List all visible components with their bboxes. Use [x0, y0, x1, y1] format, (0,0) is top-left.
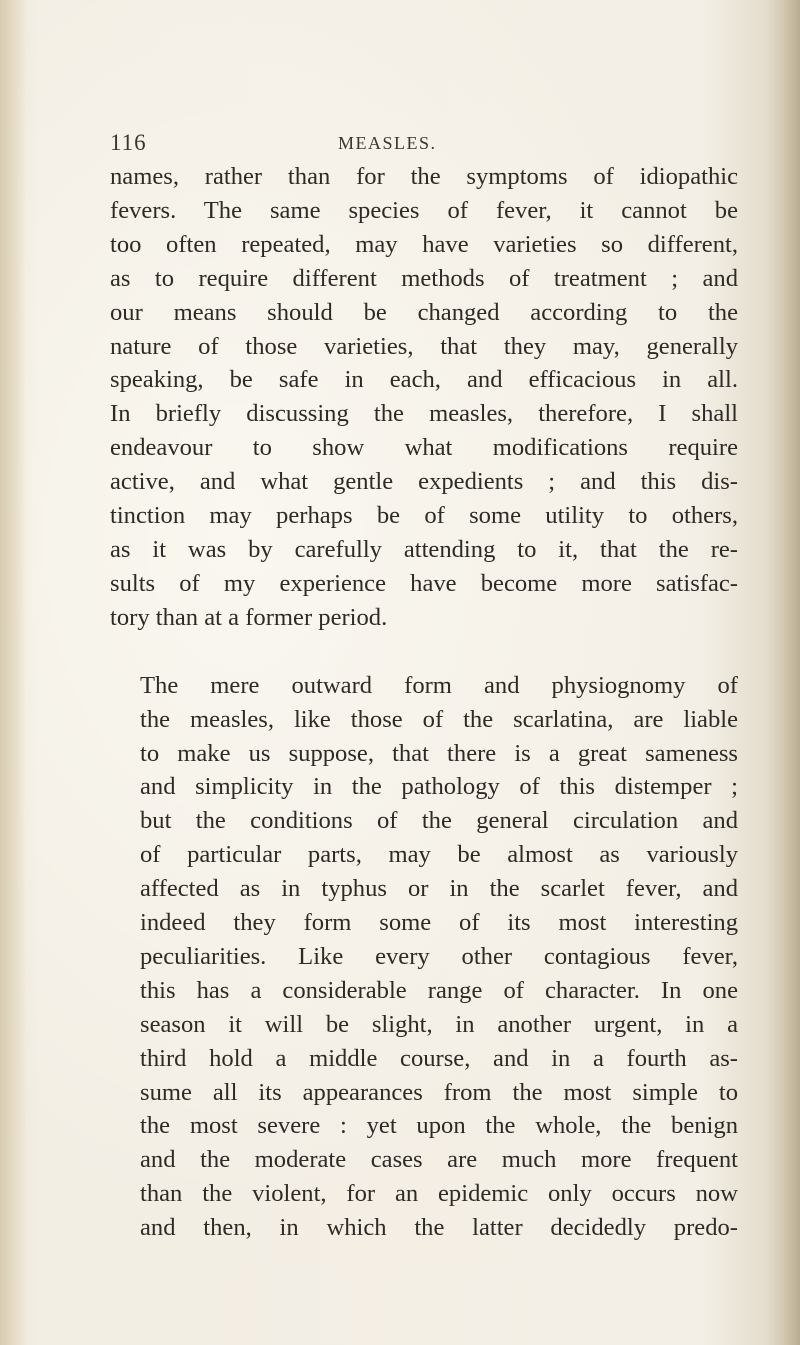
- text-line: tory than at a former period.: [110, 603, 388, 631]
- paragraph-2: [110, 669, 738, 1245]
- text-line: tinction may perhaps be of some utility to others,: [110, 502, 738, 530]
- text-line: sults of my experience have become more satisfac-: [110, 569, 738, 597]
- text-line: our means should be changed according to the: [110, 298, 738, 326]
- page-number: 116: [110, 130, 147, 155]
- text-line: active, and what gentle expedients ; and this dis-: [110, 468, 738, 496]
- running-head-title: MEASLES.: [338, 133, 437, 153]
- text-line: but the conditions of the general circulation and: [140, 807, 738, 835]
- text-line: indeed they form some of its most interesting: [140, 909, 738, 937]
- text-line: The mere outward form and physiognomy of: [140, 671, 738, 699]
- text-line: the measles, like those of the scarlatina, are liable: [140, 705, 738, 733]
- text-line: and the moderate cases are much more frequent: [140, 1146, 738, 1174]
- running-head: [110, 130, 730, 164]
- text-line: to make us suppose, that there is a great sameness: [140, 739, 738, 767]
- text-line: of particular parts, may be almost as variously: [140, 841, 738, 869]
- text-line: names, rather than for the symptoms of idiopathic: [110, 163, 738, 190]
- text-line: nature of those varieties, that they may, generally: [110, 332, 738, 360]
- text-line: too often repeated, may have varieties so different,: [110, 230, 738, 258]
- paragraph-1: [110, 160, 738, 635]
- text-line: fevers. The same species of fever, it cannot be: [110, 196, 738, 224]
- text-line: this has a considerable range of character. In one: [140, 976, 738, 1004]
- page-edge-shadow: [766, 0, 800, 1345]
- text-line: the most severe : yet upon the whole, the benign: [140, 1112, 738, 1140]
- body-text: [110, 160, 738, 1245]
- text-line: and then, in which the latter decidedly predo-: [140, 1214, 738, 1242]
- text-line: endeavour to show what modifications require: [110, 434, 738, 462]
- text-line: affected as in typhus or in the scarlet fever, and: [140, 875, 738, 903]
- text-line: season it will be slight, in another urgent, in a: [140, 1010, 738, 1038]
- text-line: as it was by carefully attending to it, that the re-: [110, 535, 738, 563]
- text-line: as to require different methods of treatment ; and: [110, 264, 738, 292]
- text-line: and simplicity in the pathology of this distemper ;: [140, 773, 738, 801]
- text-line: In briefly discussing the measles, therefore, I shall: [110, 400, 738, 428]
- text-line: sume all its appearances from the most simple to: [140, 1078, 738, 1106]
- text-line: peculiarities. Like every other contagious fever,: [140, 942, 738, 970]
- text-line: third hold a middle course, and in a fourth as-: [140, 1044, 738, 1072]
- text-line: speaking, be safe in each, and efficacious in all.: [110, 366, 738, 394]
- page-gutter-shadow: [0, 0, 26, 1345]
- text-line: than the violent, for an epidemic only occurs now: [140, 1180, 738, 1208]
